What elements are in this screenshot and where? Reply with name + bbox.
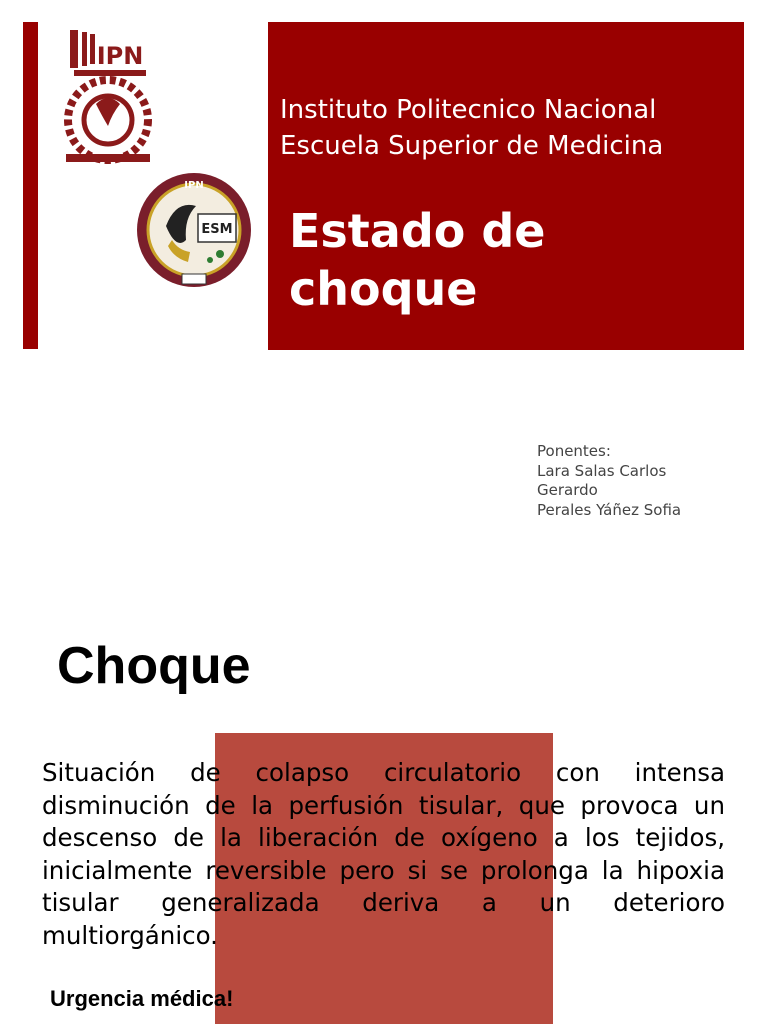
title-panel: [268, 22, 744, 350]
title-line-1: Estado de: [289, 204, 546, 258]
ipn-logo: [60, 24, 160, 172]
institution-line-1: Instituto Politecnico Nacional: [280, 95, 657, 125]
emphasis-text: Urgencia médica!: [50, 986, 234, 1011]
speaker-1-line-2: Gerardo: [537, 481, 598, 499]
ipn-logo-text: IPN: [96, 42, 144, 70]
institution-line-2: Escuela Superior de Medicina: [280, 131, 664, 161]
speakers-block: [537, 442, 727, 520]
institution-name: [280, 92, 663, 164]
seal-center-text: ESM: [201, 222, 233, 237]
left-accent-bar: [23, 22, 38, 349]
definition-text: Situación de colapso circulatorio con intensa disminución de la perfusión tisular, que provoca un descenso de la liberación de oxígeno a los tejidos, inicialmente reversible pero si se prolonga la hipoxia tisular generalizada deriva a un deterioro multiorgánico.: [42, 758, 725, 950]
speakers-heading: Ponentes:: [537, 442, 611, 460]
esm-seal-logo: [132, 168, 256, 294]
presentation-title: [289, 202, 546, 318]
speaker-1-line-1: Lara Salas Carlos: [537, 461, 667, 480]
seal-top-text: IPN: [184, 180, 204, 191]
speaker-2: Perales Yáñez Sofia: [537, 500, 682, 519]
slide-title: Choque: [57, 637, 251, 695]
title-line-2: choque: [289, 262, 478, 316]
